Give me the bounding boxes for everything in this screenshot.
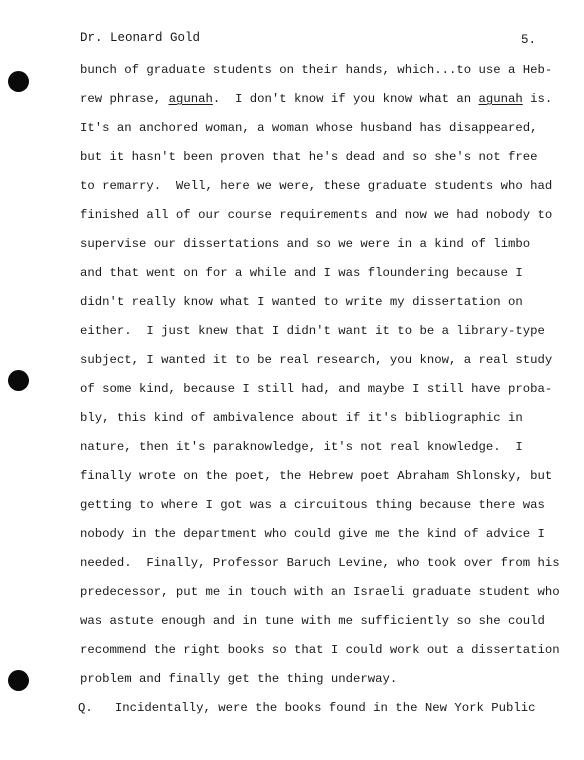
text-line: problem and finally get the thing underway. <box>80 672 398 686</box>
text-line: rew phrase, agunah. I don't know if you know what an agunah is. <box>80 92 553 106</box>
text-line: nature, then it's paraknowledge, it's not real knowledge. I <box>80 440 523 454</box>
text-line: of some kind, because I still had, and maybe I still have proba- <box>80 382 553 396</box>
text-line: either. I just knew that I didn't want it to be a library-type <box>80 324 545 338</box>
text-line: to remarry. Well, here we were, these graduate students who had <box>80 179 553 193</box>
text-line: recommend the right books so that I could work out a dissertation <box>80 643 560 657</box>
text-line: and that went on for a while and I was floundering because I <box>80 266 523 280</box>
binder-hole-middle <box>8 370 29 391</box>
text-line: finally wrote on the poet, the Hebrew poet Abraham Shlonsky, but <box>80 469 553 483</box>
binder-hole-bottom <box>8 670 29 691</box>
underlined-term: agunah <box>478 92 523 106</box>
text-line: predecessor, put me in touch with an Israeli graduate student who <box>80 585 560 599</box>
text-line: supervise our dissertations and so we were in a kind of limbo <box>80 237 531 251</box>
text-line: but it hasn't been proven that he's dead and so she's not free <box>80 150 538 164</box>
text-line: getting to where I got was a circuitous thing because there was <box>80 498 545 512</box>
page-number: 5. <box>521 33 537 47</box>
text-line: needed. Finally, Professor Baruch Levine, who took over from his <box>80 556 560 570</box>
question-line: Q. Incidentally, were the books found in the New York Public <box>78 701 536 715</box>
text-line: bly, this kind of ambivalence about if it's bibliographic in <box>80 411 523 425</box>
underlined-term: agunah <box>168 92 213 106</box>
text-line: It's an anchored woman, a woman whose husband has disappeared, <box>80 121 538 135</box>
header-name: Dr. Leonard Gold <box>80 31 201 45</box>
text-line: didn't really know what I wanted to write my dissertation on <box>80 295 523 309</box>
text-line: nobody in the department who could give me the kind of advice I <box>80 527 545 541</box>
text-line: subject, I wanted it to be real research, you know, a real study <box>80 353 553 367</box>
binder-hole-top <box>8 71 29 92</box>
text-line: finished all of our course requirements and now we had nobody to <box>80 208 553 222</box>
text-line: bunch of graduate students on their hands, which...to use a Heb- <box>80 63 553 77</box>
text-line: was astute enough and in tune with me sufficiently so she could <box>80 614 545 628</box>
